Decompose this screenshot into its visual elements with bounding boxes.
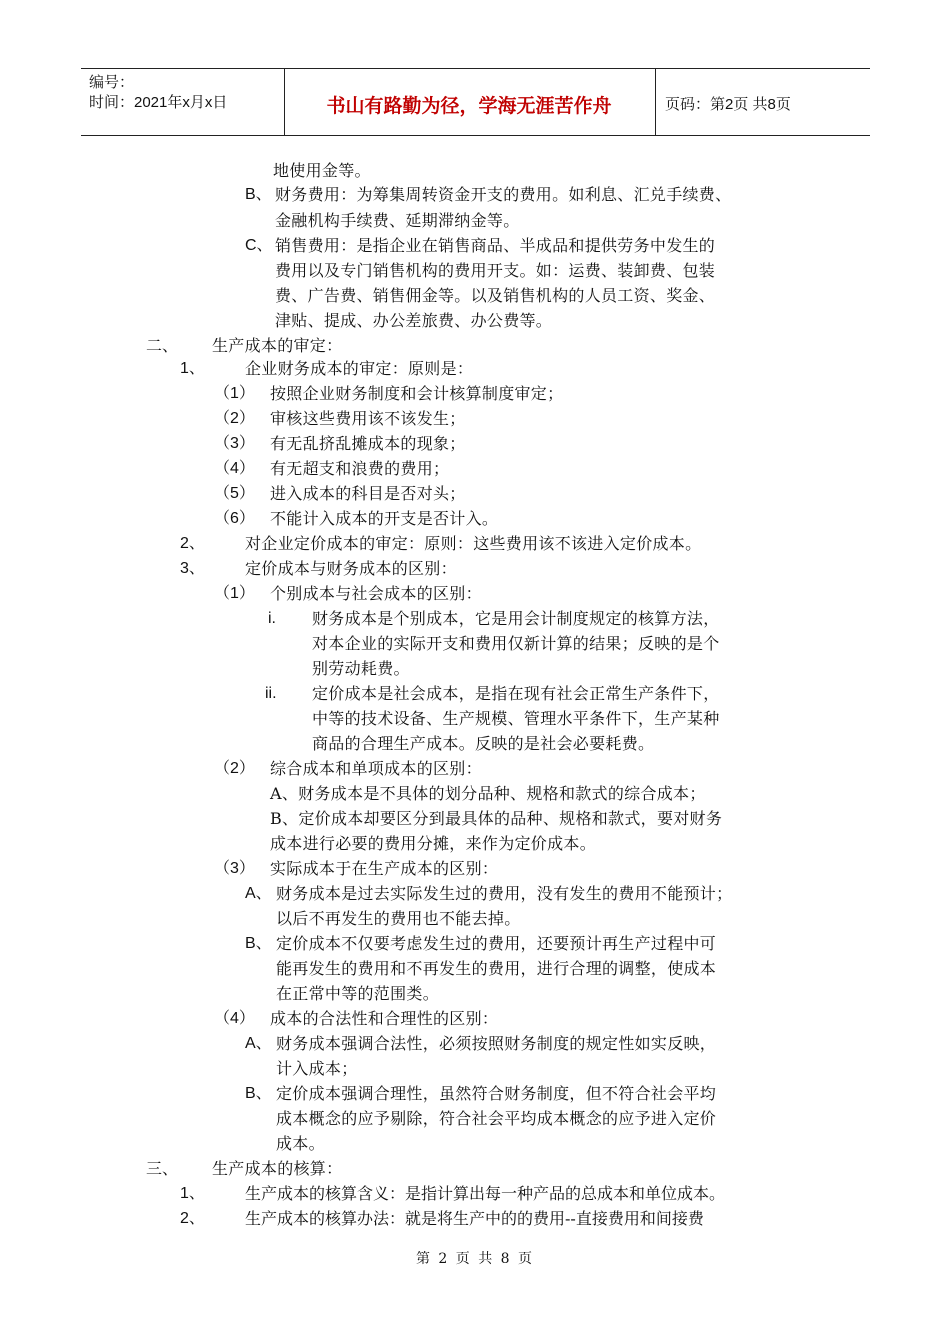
list-marker: B、 [245,935,272,952]
section-heading: 生产成本的审定： [212,336,343,355]
number-label: 编号： [89,74,135,91]
body-line: 生产成本的核算含义：是指计算出每一种产品的总成本和单位成本。 [245,1184,726,1203]
body-line: 地使用金等。 [273,161,371,180]
list-marker: 二、 [146,336,179,355]
list-marker: （6） [214,510,255,527]
header-page-label: 页码：第2页 共8页 [665,96,791,113]
list-marker: （5） [214,485,255,502]
list-marker: 2、 [180,1210,205,1227]
list-marker: （2） [214,410,255,427]
body-line: 财务成本是过去实际发生过的费用，没有发生的费用不能预计； [276,884,733,903]
body-line: 在正常中等的范围类。 [276,984,440,1003]
list-marker: （1） [214,385,255,402]
body-line: 成本的合法性和合理性的区别： [270,1009,499,1028]
list-marker: 3、 [180,560,205,577]
body-line: 有无乱挤乱摊成本的现象； [270,434,466,453]
body-line: 商品的合理生产成本。反映的是社会必要耗费。 [312,734,655,753]
list-marker: （4） [214,460,255,477]
body-line: 财务成本强调合法性，必须按照财务制度的规定性如实反映， [276,1034,717,1053]
body-line: A、财务成本是不具体的划分品种、规格和款式的综合成本； [270,784,706,803]
list-marker: （4） [214,1010,255,1027]
list-marker: B、 [245,1085,272,1102]
body-line: 综合成本和单项成本的区别： [270,759,482,778]
header-motto: 书山有路勤为径，学海无涯苦作舟 [326,95,612,117]
list-marker: 2、 [180,535,205,552]
list-marker: 1、 [180,360,205,377]
body-line: 成本进行必要的费用分摊，来作为定价成本。 [270,834,597,853]
body-line: 企业财务成本的审定：原则是： [245,359,474,378]
body-line: 对企业定价成本的审定：原则：这些费用该不该进入定价成本。 [245,534,702,553]
body-line: 有无超支和浪费的费用； [270,459,450,478]
list-marker: （2） [214,760,255,777]
section-heading: 生产成本的核算： [212,1159,343,1178]
header-divider [655,69,656,135]
list-marker: A、 [245,1035,272,1052]
list-marker: 三、 [146,1159,179,1178]
body-line: 费、广告费、销售佣金等。以及销售机构的人员工资、奖金、 [275,286,716,305]
body-line: 定价成本与财务成本的区别： [245,559,457,578]
body-line: 以后不再发生的费用也不能去掉。 [276,909,521,928]
list-marker: （3） [214,860,255,877]
body-line: 生产成本的核算办法：就是将生产中的的费用--直接费用和间接费 [245,1209,704,1228]
time-label: 时间：2021年x月x日 [89,94,228,111]
body-line: 不能计入成本的开支是否计入。 [270,509,499,528]
body-line: 个别成本与社会成本的区别： [270,584,482,603]
body-line: 能再发生的费用和不再发生的费用，进行合理的调整，使成本 [276,959,717,978]
body-line: 计入成本； [276,1059,358,1078]
body-line: 成本。 [276,1134,325,1153]
list-marker: B、 [245,186,272,203]
body-line: 对本企业的实际开支和费用仅新计算的结果；反映的是个 [312,634,720,653]
body-line: 中等的技术设备、生产规模、管理水平条件下，生产某种 [312,709,720,728]
body-line: 定价成本不仅要考虑发生过的费用，还要预计再生产过程中可 [276,934,717,953]
list-marker: A、 [245,885,272,902]
list-marker: i. [268,610,276,627]
body-line: 财务成本是个别成本，它是用会计制度规定的核算方法， [312,609,720,628]
header-meta [89,73,227,113]
body-line: 费用以及专门销售机构的费用开支。如：运费、装卸费、包装 [275,261,716,280]
page-footer: 第 2 页 共 8 页 [415,1251,535,1267]
body-line: 审核这些费用该不该发生； [270,409,466,428]
body-line: 定价成本是社会成本，是指在现有社会正常生产条件下， [312,684,720,703]
page-header [81,68,870,136]
list-marker: （1） [214,585,255,602]
body-line: 按照企业财务制度和会计核算制度审定； [270,384,564,403]
body-line: 定价成本强调合理性，虽然符合财务制度，但不符合社会平均 [276,1084,717,1103]
body-line: 财务费用：为筹集周转资金开支的费用。如利息、汇兑手续费、 [275,185,732,204]
list-marker: （3） [214,435,255,452]
body-line: 别劳动耗费。 [312,659,410,678]
list-marker: C、 [245,237,273,254]
list-marker: 1、 [180,1185,205,1202]
body-line: B、定价成本却要区分到最具体的品种、规格和款式，要对财务 [270,809,723,828]
body-line: 津贴、提成、办公差旅费、办公费等。 [275,311,553,330]
body-line: 实际成本于在生产成本的区别： [270,859,499,878]
body-line: 进入成本的科目是否对头； [270,484,466,503]
list-marker: ii. [265,685,277,702]
body-line: 销售费用：是指企业在销售商品、半成品和提供劳务中发生的 [275,236,716,255]
body-line: 金融机构手续费、延期滞纳金等。 [275,211,520,230]
body-line: 成本概念的应予剔除，符合社会平均成本概念的应予进入定价 [276,1109,717,1128]
